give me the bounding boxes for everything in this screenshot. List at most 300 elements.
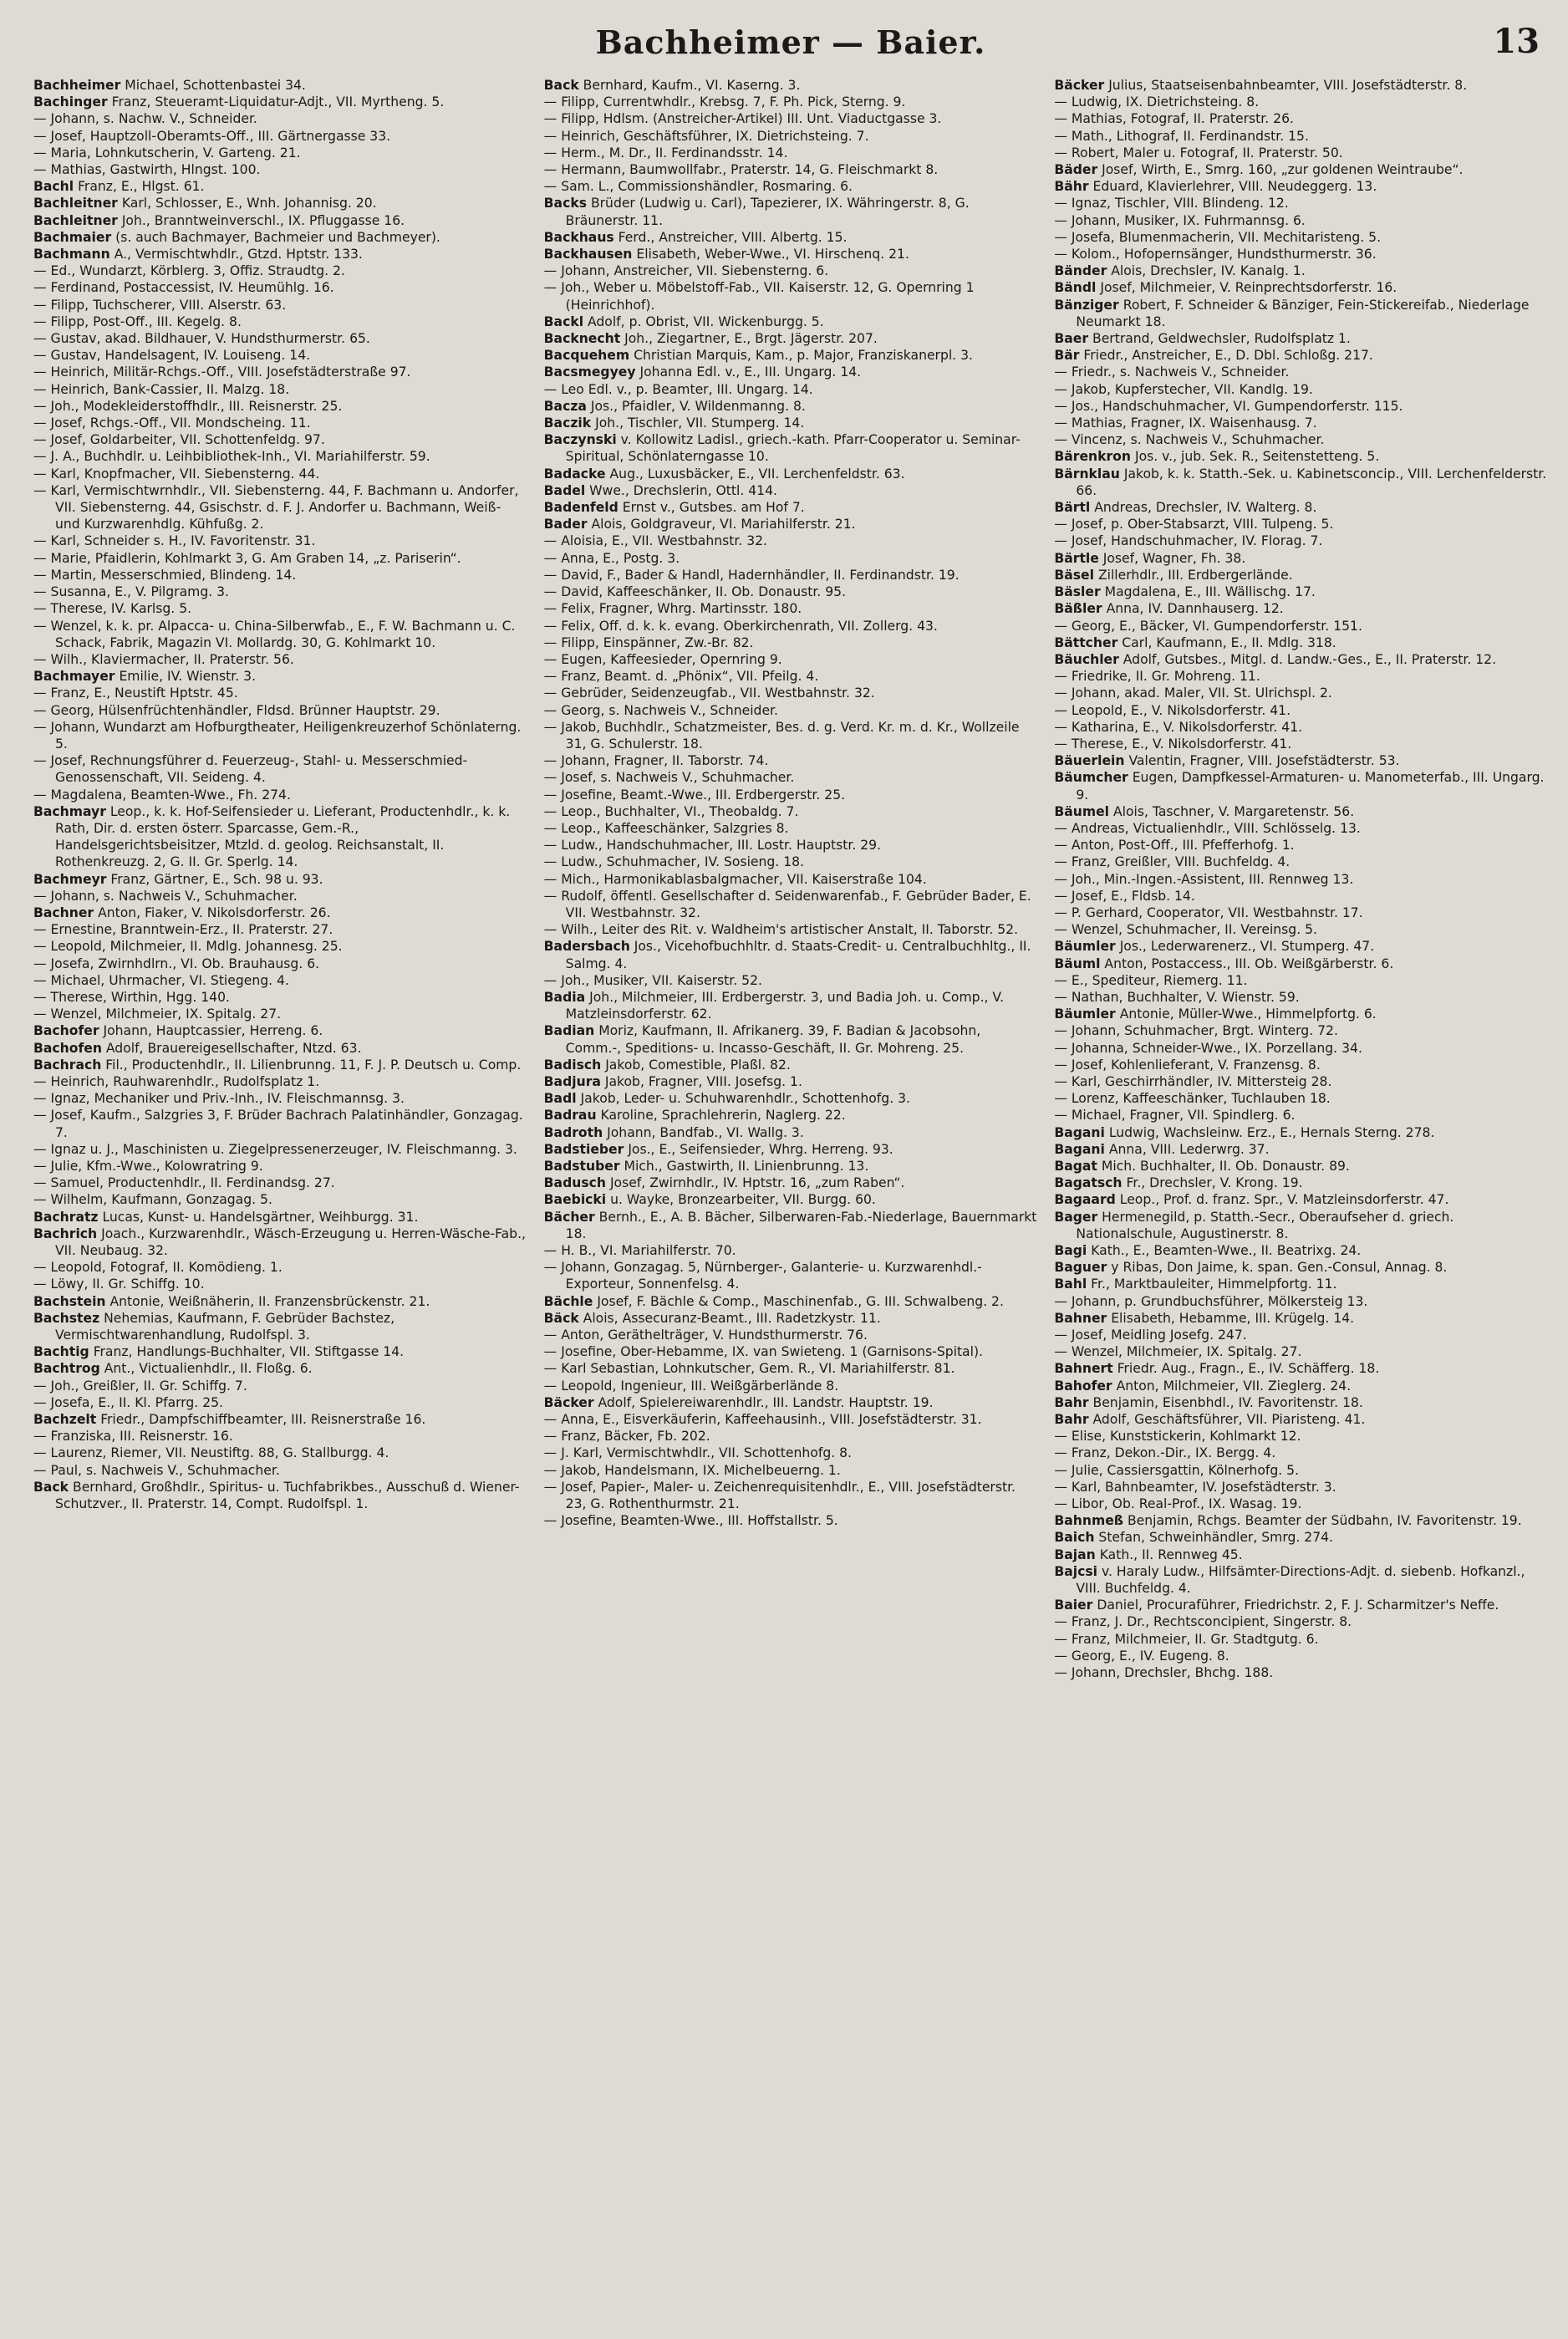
directory-entry	[544, 989, 1038, 1022]
entry-details: Aug., Luxusbäcker, E., VII. Lerchenfeldstr. 63.	[609, 466, 905, 482]
directory-entry	[544, 702, 1038, 719]
directory-entry	[1054, 989, 1548, 1006]
entry-surname: Bäuml	[1054, 955, 1101, 971]
entry-surname: Badusch	[543, 1175, 606, 1191]
entry-details: — Wilh., Leiter des Rit. v. Waldheim's artistischer Anstalt, II. Taborstr. 52.	[543, 922, 1019, 938]
entry-details: — Nathan, Buchhalter, V. Wienstr. 59.	[1054, 989, 1300, 1005]
directory-entry	[33, 364, 527, 380]
entry-details: Franz, Handlungs-Buchhalter, VII. Stiftgasse 14.	[93, 1344, 405, 1360]
entry-surname: Bahr	[1054, 1412, 1089, 1428]
entry-surname: Bäsel	[1054, 567, 1094, 583]
directory-entry	[544, 1378, 1038, 1394]
column-1	[33, 77, 527, 2326]
directory-entry	[544, 1462, 1038, 1479]
directory-entry	[1054, 1462, 1548, 1479]
entry-surname: Bajan	[1054, 1547, 1096, 1562]
entry-surname: Bachinger	[33, 94, 108, 110]
directory-entry	[33, 1411, 527, 1428]
directory-entry	[1054, 1276, 1548, 1292]
directory-entry	[544, 246, 1038, 262]
directory-entry	[544, 466, 1038, 482]
entry-details: Anton, Postaccess., III. Ob. Weißgärberstr. 6.	[1104, 955, 1394, 971]
directory-entry	[544, 1479, 1038, 1512]
entry-surname: Badersbach	[543, 939, 630, 955]
directory-entry	[33, 1226, 527, 1259]
directory-entry	[544, 871, 1038, 888]
entry-details: Bertrand, Geldwechsler, Rudolfsplatz 1.	[1092, 331, 1351, 347]
entry-details: Daniel, Procuraführer, Friedrichstr. 2, F. J. Scharmitzer's Neffe.	[1097, 1598, 1499, 1613]
entry-details: — Löwy, II. Gr. Schiffg. 10.	[33, 1277, 205, 1292]
directory-entry	[1054, 1259, 1548, 1276]
entry-surname: Baczynski	[543, 432, 617, 448]
entry-details: — J. Karl, Vermischtwhdlr., VII. Schottenhofg. 8.	[543, 1445, 853, 1461]
directory-entry	[1054, 719, 1548, 736]
entry-surname: Bachzelt	[33, 1412, 97, 1428]
entry-details: Lucas, Kunst- u. Handelsgärtner, Weihburgg. 31.	[102, 1209, 419, 1225]
directory-entry	[33, 246, 527, 262]
entry-surname: Bärtl	[1054, 500, 1091, 516]
entry-surname: Baier	[1054, 1598, 1093, 1613]
directory-entry	[33, 128, 527, 145]
entry-details: — Johann, s. Nachweis V., Schuhmacher.	[33, 888, 298, 904]
directory-entry	[1054, 820, 1548, 837]
entry-details: — Josef, Handschuhmacher, IV. Florag. 7.	[1054, 533, 1323, 549]
entry-details: — Martin, Messerschmied, Blindeng. 14.	[33, 567, 297, 583]
entry-details: — Lorenz, Kaffeeschänker, Tuchlauben 18.	[1054, 1091, 1331, 1107]
directory-entry	[33, 347, 527, 364]
entry-surname: Bachmann	[33, 247, 110, 262]
entry-details: — Heinrich, Rauhwarenhdlr., Rudolfsplatz 1.	[33, 1073, 320, 1089]
entry-details: Joach., Kurzwarenhdlr., Wäsch-Erzeugung u. Herren-Wäsche-Fab., VII. Neubaug. 32.	[55, 1226, 526, 1259]
entry-surname: Bärenkron	[1054, 449, 1131, 465]
entry-details: — Felix, Fragner, Whrg. Martinsstr. 180.	[543, 601, 802, 617]
directory-entry	[33, 618, 527, 651]
directory-entry	[1054, 1107, 1548, 1124]
entry-details: — Joh., Modekleiderstoffhdlr., III. Reisnerstr. 25.	[33, 398, 343, 414]
directory-entry	[33, 803, 527, 871]
directory-entry	[1054, 1496, 1548, 1512]
directory-entry	[1054, 955, 1548, 972]
entry-details: Franz, Steueramt-Liquidatur-Adjt., VII. Myrtheng. 5.	[111, 94, 445, 110]
directory-entry	[1054, 905, 1548, 921]
entry-details: — Johann, s. Nachw. V., Schneider.	[33, 111, 257, 127]
entry-details: — Mich., Harmonikablasbalgmacher, VII. Kaiserstraße 104.	[543, 871, 927, 887]
entry-surname: Bachmeyr	[33, 871, 107, 887]
directory-entry	[544, 1073, 1038, 1090]
entry-details: — Wenzel, Milchmeier, IX. Spitalg. 27.	[1054, 1344, 1302, 1360]
directory-entry	[544, 1107, 1038, 1124]
directory-entry	[33, 1343, 527, 1360]
directory-entry	[544, 1124, 1038, 1141]
entry-details: — Johann, p. Grundbuchsführer, Mölkersteig 13.	[1054, 1293, 1368, 1309]
directory-entry	[544, 651, 1038, 668]
directory-entry	[1054, 1479, 1548, 1496]
entry-details: — Josefine, Beamten-Wwe., III. Hoffstallstr. 5.	[543, 1513, 838, 1529]
directory-entry	[1054, 246, 1548, 262]
directory-entry	[1054, 634, 1548, 651]
directory-entry	[33, 600, 527, 617]
entry-details: — Johann, Gonzagag. 5, Nürnberger-, Galanterie- u. Kurzwarenhdl.-Exporteur, Sonnenfelsg. 4.	[543, 1260, 982, 1292]
entry-surname: Baczik	[543, 415, 592, 431]
entry-details: — Leopold, Ingenieur, III. Weißgärberlände 8.	[543, 1378, 839, 1394]
entry-details: Christian Marquis, Kam., p. Major, Franziskanerpl. 3.	[634, 348, 973, 364]
entry-surname: Bäumel	[1054, 803, 1110, 819]
directory-entry	[1054, 1124, 1548, 1141]
entry-details: Jos., Vicehofbuchhltr. d. Staats-Credit- u. Centralbuchhltg., II. Salmg. 4.	[565, 939, 1031, 971]
directory-entry	[1054, 364, 1548, 380]
entry-surname: Bachleitner	[33, 212, 118, 228]
directory-entry	[33, 871, 527, 888]
directory-entry	[33, 787, 527, 803]
entry-surname: Bajcsi	[1054, 1563, 1097, 1579]
entry-details: — Wenzel, Schuhmacher, II. Vereinsg. 5.	[1054, 922, 1317, 938]
entry-details: — Michael, Uhrmacher, VI. Stiegeng. 4.	[33, 972, 289, 988]
entry-details: — Josef, Meidling Josefg. 247.	[1054, 1327, 1247, 1343]
directory-entry	[1054, 769, 1548, 803]
column-3	[1054, 77, 1548, 2326]
entry-surname: Bänziger	[1054, 297, 1119, 313]
directory-entry	[1054, 600, 1548, 617]
entry-details: — Johann, Anstreicher, VII. Siebensterng. 6.	[543, 263, 829, 279]
entry-details: — H. B., VI. Mariahilferstr. 70.	[543, 1243, 736, 1259]
entry-surname: Badian	[543, 1023, 595, 1039]
directory-entry	[544, 618, 1038, 634]
entry-surname: Bäumcher	[1054, 770, 1128, 786]
directory-entry	[1054, 110, 1548, 127]
directory-entry	[33, 1445, 527, 1461]
directory-entry	[544, 229, 1038, 246]
entry-surname: Baich	[1054, 1530, 1095, 1546]
entry-details: Nehemias, Kaufmann, F. Gebrüder Bachstez, Vermischtwarenhandlung, Rudolfspl. 3.	[55, 1310, 395, 1343]
entry-surname: Bahnert	[1054, 1361, 1113, 1377]
entry-details: Jakob, Comestible, Plaßl. 82.	[605, 1057, 791, 1073]
directory-entry	[1054, 94, 1548, 110]
entry-surname: Bachofen	[33, 1040, 102, 1056]
entry-surname: Bachratz	[33, 1209, 99, 1225]
entry-details: Leop., k. k. Hof-Seifensieder u. Lieferant, Productenhdlr., k. k. Rath, Dir. d. ersten österr. Sparcasse, Gem.-R., Handelsgerichtsbeisitzer, Mtzld. d. geolog. Reichsanstalt, II. Rothenkreuzg. 2, G. II. Gr. Sperlg. 14.	[55, 803, 511, 870]
directory-entry	[1054, 448, 1548, 465]
entry-details: Hermenegild, p. Statth.-Secr., Oberaufseher d. griech. Nationalschule, Augustinerstr. 8.	[1076, 1209, 1454, 1241]
entry-details: — Libor, Ob. Real-Prof., IX. Wasag. 19.	[1054, 1496, 1302, 1512]
directory-entry	[544, 1445, 1038, 1461]
directory-entry	[1054, 668, 1548, 685]
entry-details: Franz, E., Hlgst. 61.	[78, 179, 205, 195]
entry-details: — Aloisia, E., VII. Westbahnstr. 32.	[543, 533, 768, 549]
directory-entry	[544, 769, 1038, 786]
entry-surname: Bächle	[543, 1293, 593, 1309]
entry-details: — Filipp, Currentwhdlr., Krebsg. 7, F. Ph. Pick, Sterng. 9.	[543, 94, 906, 110]
entry-details: — Josef, Rechnungsführer d. Feuerzeug-, Stahl- u. Messerschmied-Genossenschaft, VII. Seideng. 4.	[33, 753, 468, 786]
entry-details: Anna, IV. Dannhauserg. 12.	[1106, 601, 1284, 617]
directory-entry	[33, 955, 527, 972]
directory-entry	[1054, 1631, 1548, 1648]
entry-surname: Bacza	[543, 398, 587, 414]
directory-entry	[33, 94, 527, 110]
directory-entry	[544, 567, 1038, 583]
entry-details: — Johann, Fragner, II. Taborstr. 74.	[543, 753, 769, 769]
directory-entry	[544, 1242, 1038, 1259]
entry-surname: Bachl	[33, 179, 74, 195]
directory-entry	[1054, 972, 1548, 989]
entry-details: — Franz, Dekon.-Dir., IX. Bergg. 4.	[1054, 1445, 1276, 1461]
directory-entry	[1054, 651, 1548, 668]
entry-details: — Anna, E., Eisverkäuferin, Kaffeehausinh., VIII. Josefstädterstr. 31.	[543, 1412, 982, 1428]
directory-entry	[544, 145, 1038, 161]
entry-surname: Bäcker	[1054, 78, 1105, 93]
directory-entry	[33, 921, 527, 938]
entry-surname: Backnecht	[543, 331, 621, 347]
entry-details: — Herm., M. Dr., II. Ferdinandsstr. 14.	[543, 145, 788, 161]
directory-entry	[33, 1394, 527, 1411]
entry-details: — Josef, Kohlenlieferant, V. Franzensg. 8.	[1054, 1057, 1321, 1073]
entry-details: — Anton, Post-Off., III. Pfefferhofg. 1.	[1054, 838, 1295, 854]
entry-details: — Ferdinand, Postaccessist, IV. Heumühlg. 16.	[33, 280, 334, 296]
entry-surname: Badenfeld	[543, 500, 619, 516]
entry-details: — Heinrich, Geschäftsführer, IX. Dietrichsteing. 7.	[543, 128, 869, 144]
entry-details: — Ludwig, IX. Dietrichsteing. 8.	[1054, 94, 1260, 110]
entry-details: Bernhard, Großhdlr., Spiritus- u. Tuchfabrikbes., Ausschuß d. Wiener-Schutzver., II. Praterstr. 14, Compt. Rudolfspl. 1.	[55, 1479, 520, 1512]
entry-surname: Bahnmeß	[1054, 1513, 1123, 1529]
entry-details: Valentin, Fragner, VIII. Josefstädterstr. 53.	[1128, 753, 1400, 769]
entry-details: Alois, Taschner, V. Margaretenstr. 56.	[1113, 803, 1355, 819]
entry-details: — Jos., Handschuhmacher, VI. Gumpendorferstr. 115.	[1054, 398, 1403, 414]
entry-details: Friedr. Aug., Fragn., E., IV. Schäfferg. 18.	[1117, 1361, 1380, 1377]
entry-details: — Laurenz, Riemer, VII. Neustiftg. 88, G. Stallburgg. 4.	[33, 1445, 389, 1461]
entry-details: — Franz, E., Neustift Hptstr. 45.	[33, 685, 238, 701]
entry-details: — Josef, E., Fldsb. 14.	[1054, 888, 1195, 904]
entry-details: v. Kollowitz Ladisl., griech.-kath. Pfarr-Cooperator u. Seminar-Spiritual, Schönlaterngasse 10.	[565, 432, 1021, 465]
directory-entry	[33, 313, 527, 330]
directory-entry	[33, 161, 527, 178]
entry-details: Bernh., E., A. B. Bächer, Silberwaren-Fab.-Niederlage, Bauernmarkt 18.	[565, 1209, 1037, 1241]
directory-entry	[544, 1090, 1038, 1107]
directory-entry	[544, 634, 1038, 651]
directory-entry	[33, 1209, 527, 1226]
entry-details: Stefan, Schweinhändler, Smrg. 274.	[1098, 1530, 1334, 1546]
entry-details: Friedr., Dampfschiffbeamter, III. Reisnerstraße 16.	[100, 1412, 426, 1428]
entry-details: — Franz, Greißler, VIII. Buchfeldg. 4.	[1054, 854, 1291, 870]
entry-surname: Badel	[543, 482, 586, 498]
entry-details: — Josefa, Blumenmacherin, VII. Mechitaristeng. 5.	[1054, 229, 1382, 245]
directory-entry	[33, 1022, 527, 1039]
directory-entry	[1054, 128, 1548, 145]
directory-entry	[1054, 415, 1548, 431]
entry-details: — Leo Edl. v., p. Beamter, III. Ungarg. 14.	[543, 381, 813, 397]
entry-details: — Marie, Pfaidlerin, Kohlmarkt 3, G. Am Graben 14, „z. Pariserin“.	[33, 550, 461, 566]
directory-entry	[1054, 1073, 1548, 1090]
entry-surname: Badjura	[543, 1073, 601, 1089]
entry-details: — Anton, Geräthelträger, V. Hundsthurmerstr. 76.	[543, 1327, 868, 1343]
entry-details: — Michael, Fragner, VII. Spindlerg. 6.	[1054, 1108, 1296, 1124]
entry-details: — Ignaz, Mechaniker und Priv.-Inh., IV. Fleischmannsg. 3.	[33, 1091, 405, 1107]
directory-entry	[1054, 297, 1548, 330]
entry-details: — Leop., Buchhalter, VI., Theobaldg. 7.	[543, 803, 799, 819]
directory-entry	[544, 888, 1038, 921]
directory-entry	[544, 313, 1038, 330]
entry-surname: Bachmayr	[33, 803, 106, 819]
directory-entry	[33, 972, 527, 989]
entry-details: — Ludw., Handschuhmacher, III. Lostr. Hauptstr. 29.	[543, 838, 882, 854]
directory-entry	[1054, 1664, 1548, 1681]
entry-details: — Paul, s. Nachweis V., Schuhmacher.	[33, 1462, 280, 1478]
entry-details: Kath., E., Beamten-Wwe., II. Beatrixg. 24.	[1091, 1243, 1362, 1259]
directory-entry	[544, 128, 1038, 145]
entry-surname: Badroth	[543, 1124, 603, 1140]
entry-surname: Badia	[543, 989, 586, 1005]
entry-details: — Franz, J. Dr., Rechtsconcipient, Singerstr. 8.	[1054, 1614, 1352, 1630]
directory-entry	[1054, 1310, 1548, 1327]
entry-details: — Hermann, Baumwollfabr., Praterstr. 14, G. Fleischmarkt 8.	[543, 162, 939, 178]
entry-surname: Badrau	[543, 1108, 597, 1124]
entry-surname: Backhaus	[543, 229, 614, 245]
entry-surname: Bäßler	[1054, 601, 1102, 617]
directory-entry	[544, 752, 1038, 769]
entry-surname: Backs	[543, 196, 587, 211]
directory-entry	[33, 1158, 527, 1175]
entry-details: — Josef, p. Ober-Stabsarzt, VIII. Tulpeng. 5.	[1054, 517, 1334, 533]
entry-details: Franz, Gärtner, E., Sch. 98 u. 93.	[110, 871, 323, 887]
directory-entry	[544, 1293, 1038, 1310]
entry-details: Brüder (Ludwig u. Carl), Tapezierer, IX. Währingerstr. 8, G. Bräunerstr. 11.	[565, 196, 970, 228]
page-header	[33, 15, 1548, 77]
entry-details: — Anna, E., Postg. 3.	[543, 550, 680, 566]
entry-details: — Karl, Bahnbeamter, IV. Josefstädterstr. 3.	[1054, 1479, 1336, 1495]
entry-details: — Magdalena, Beamten-Wwe., Fh. 274.	[33, 787, 291, 803]
entry-details: — Filipp, Tuchscherer, VIII. Alserstr. 63.	[33, 297, 287, 313]
directory-entry	[1054, 77, 1548, 94]
entry-details: Adolf, p. Obrist, VII. Wickenburgg. 5.	[588, 313, 824, 329]
directory-entry	[33, 1057, 527, 1073]
entry-surname: Bähr	[1054, 179, 1089, 195]
entry-details: — Josef, Hauptzoll-Oberamts-Off., III. Gärtnergasse 33.	[33, 128, 391, 144]
directory-entry	[544, 1259, 1038, 1292]
entry-details: Eduard, Klavierlehrer, VIII. Neudeggerg. 13.	[1092, 179, 1377, 195]
directory-columns	[33, 77, 1548, 2326]
entry-surname: Bahner	[1054, 1310, 1107, 1326]
directory-entry	[1054, 431, 1548, 448]
directory-entry	[33, 533, 527, 549]
directory-entry	[544, 1209, 1038, 1242]
entry-details: — Robert, Maler u. Fotograf, II. Praterstr. 50.	[1054, 145, 1343, 161]
entry-details: — Ignaz u. J., Maschinisten u. Ziegelpressenerzeuger, IV. Fleischmanng. 3.	[33, 1141, 517, 1157]
entry-surname: Bagat	[1054, 1159, 1097, 1174]
entry-details: — Filipp, Hdlsm. (Anstreicher-Artikel) III. Unt. Viaductgasse 3.	[543, 111, 942, 127]
directory-entry	[1054, 1040, 1548, 1057]
directory-entry	[33, 279, 527, 296]
entry-surname: Bacquehem	[543, 348, 630, 364]
entry-surname: Bahofer	[1054, 1378, 1112, 1394]
directory-entry	[33, 888, 527, 905]
entry-details: Jos., Pfaidler, V. Wildenmanng. 8.	[590, 398, 806, 414]
directory-entry	[33, 1073, 527, 1090]
directory-entry	[544, 600, 1038, 617]
entry-details: — Josefa, E., II. Kl. Pfarrg. 25.	[33, 1394, 224, 1410]
directory-entry	[544, 279, 1038, 313]
directory-entry	[1054, 1360, 1548, 1377]
entry-details: — Therese, IV. Karlsg. 5.	[33, 601, 192, 617]
entry-surname: Back	[33, 1479, 69, 1495]
entry-details: — E., Spediteur, Riemerg. 11.	[1054, 972, 1248, 988]
directory-entry	[544, 499, 1038, 516]
entry-surname: Badstuber	[543, 1159, 620, 1174]
entry-details: Adolf, Spielereiwarenhdlr., III. Landstr. Hauptstr. 19.	[598, 1394, 934, 1410]
directory-entry	[33, 178, 527, 195]
entry-details: — Johann, Musiker, IX. Fuhrmannsg. 6.	[1054, 212, 1306, 228]
entry-details: — Ed., Wundarzt, Körblerg. 3, Offiz. Straudtg. 2.	[33, 263, 345, 279]
directory-entry	[1054, 195, 1548, 211]
directory-entry	[1054, 938, 1548, 955]
entry-details: — Mathias, Gastwirth, Hlngst. 100.	[33, 162, 261, 178]
directory-entry	[544, 364, 1038, 380]
entry-details: — Ignaz, Tischler, VIII. Blindeng. 12.	[1054, 196, 1289, 211]
entry-details: — Josef, s. Nachweis V., Schuhmacher.	[543, 770, 795, 786]
entry-details: — Ludw., Schuhmacher, IV. Sosieng. 18.	[543, 854, 805, 870]
directory-entry	[1054, 499, 1548, 516]
entry-details: Karoline, Sprachlehrerin, Naglerg. 22.	[600, 1108, 846, 1124]
entry-surname: Bagaard	[1054, 1192, 1116, 1208]
entry-details: Michael, Schottenbastei 34.	[125, 78, 306, 93]
entry-details: — Josef, Kaufm., Salzgries 3, F. Brüder Bachrach Palatinhändler, Gonzagag. 7.	[33, 1108, 523, 1140]
entry-surname: Bäck	[543, 1310, 579, 1326]
entry-surname: Bachofer	[33, 1023, 99, 1039]
directory-entry	[544, 1158, 1038, 1175]
directory-entry	[33, 1479, 527, 1512]
entry-surname: Backhausen	[543, 247, 633, 262]
entry-details: Robert, F. Schneider & Bänziger, Fein-Stickereifab., Niederlage Neumarkt 18.	[1076, 297, 1530, 329]
entry-details: — Math., Lithograf, II. Ferdinandstr. 15.	[1054, 128, 1309, 144]
directory-entry	[1054, 752, 1548, 769]
entry-surname: Badacke	[543, 466, 606, 482]
directory-entry	[544, 262, 1038, 279]
entry-surname: Bändl	[1054, 280, 1097, 296]
directory-entry	[1054, 1191, 1548, 1208]
entry-details: — Georg, E., IV. Eugeng. 8.	[1054, 1648, 1229, 1664]
directory-entry	[1054, 1529, 1548, 1546]
directory-entry	[33, 668, 527, 685]
entry-details: — Johann, Drechsler, Bhchg. 188.	[1054, 1665, 1274, 1681]
directory-entry	[33, 1107, 527, 1140]
directory-entry	[33, 1090, 527, 1107]
directory-entry	[33, 702, 527, 719]
directory-entry	[33, 110, 527, 127]
directory-entry	[1054, 803, 1548, 820]
entry-details: — Mathias, Fragner, IX. Waisenhausg. 7.	[1054, 415, 1317, 431]
directory-entry	[1054, 1057, 1548, 1073]
entry-details: — Georg, Hülsenfrüchtenhändler, Fldsd. Brünner Hauptstr. 29.	[33, 702, 440, 718]
entry-details: — Georg, s. Nachweis V., Schneider.	[543, 702, 778, 718]
entry-details: — Franz, Beamt. d. „Phönix“, VII. Pfeilg. 4.	[543, 669, 819, 685]
entry-details: Jakob, Leder- u. Schuhwarenhdlr., Schottenhofg. 3.	[580, 1091, 910, 1107]
entry-details: — Leopold, Fotograf, II. Komödieng. 1.	[33, 1260, 283, 1276]
directory-entry	[544, 668, 1038, 685]
entry-details: — Elise, Kunststickerin, Kohlmarkt 12.	[1054, 1429, 1301, 1445]
entry-details: Carl, Kaufmann, E., II. Mdlg. 318.	[1122, 634, 1336, 650]
directory-entry	[1054, 1411, 1548, 1428]
entry-details: — Friedrike, II. Gr. Mohreng. 11.	[1054, 669, 1260, 685]
entry-details: Antonie, Weißnäherin, II. Franzensbrückenstr. 21.	[109, 1293, 430, 1309]
entry-details: — Josef, Rchgs.-Off., VII. Mondscheing. 11.	[33, 415, 311, 431]
directory-entry	[1054, 921, 1548, 938]
directory-entry	[1054, 398, 1548, 415]
entry-details: Jakob, Fragner, VIII. Josefsg. 1.	[604, 1073, 802, 1089]
entry-details: Adolf, Brauereigesellschafter, Ntzd. 63.	[105, 1040, 362, 1056]
entry-surname: Bäsler	[1054, 584, 1101, 600]
entry-details: — Josefine, Beamt.-Wwe., III. Erdbergerstr. 25.	[543, 787, 846, 803]
directory-entry	[1054, 178, 1548, 195]
entry-details: — Karl Sebastian, Lohnkutscher, Gem. R., VI. Mariahilferstr. 81.	[543, 1361, 955, 1377]
entry-details: — Joh., Musiker, VII. Kaiserstr. 52.	[543, 972, 762, 988]
entry-details: Ant., Victualienhdlr., II. Floßg. 6.	[104, 1361, 313, 1377]
